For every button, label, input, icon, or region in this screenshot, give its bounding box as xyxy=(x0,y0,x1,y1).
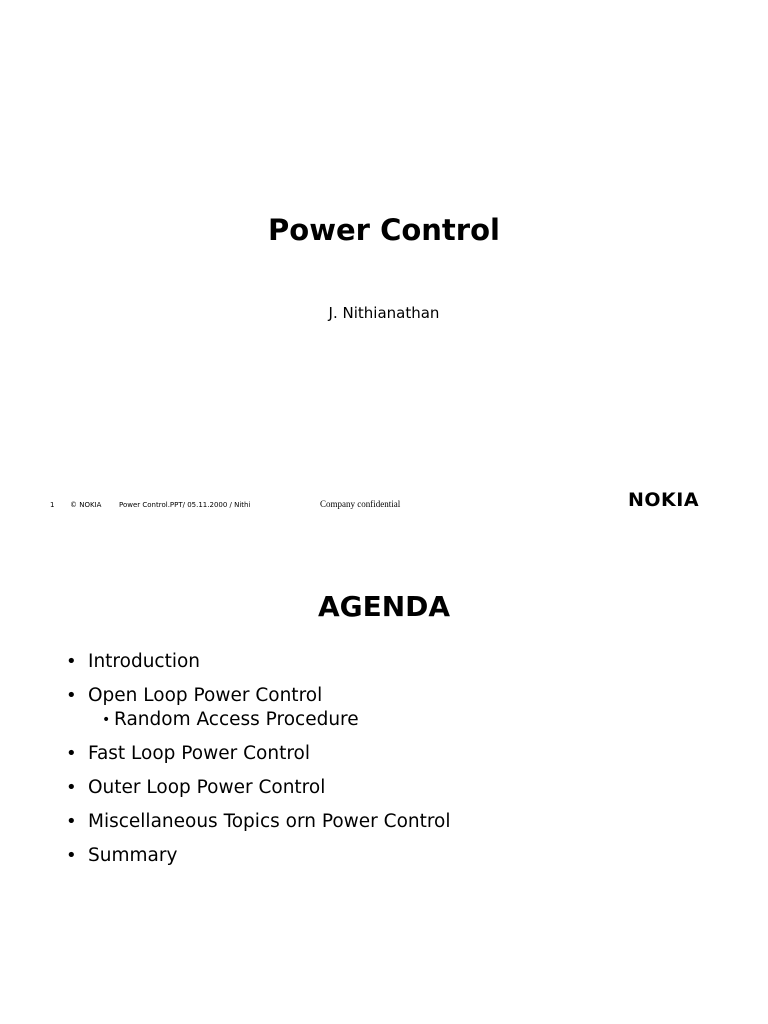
agenda-item-label: Fast Loop Power Control xyxy=(88,743,310,764)
confidential-label: Company confidential xyxy=(320,499,401,509)
bullet-icon: • xyxy=(66,777,77,798)
agenda-item-label: Introduction xyxy=(88,651,201,672)
agenda-item-label: Summary xyxy=(88,845,178,866)
agenda-item-label: Miscellaneous Topics orn Power Control xyxy=(88,811,451,832)
agenda-sublist xyxy=(88,708,746,732)
agenda-item-label: Outer Loop Power Control xyxy=(88,777,326,798)
bullet-icon: • xyxy=(66,651,77,672)
bullet-icon: • xyxy=(66,685,77,706)
file-info: Power Control.PPT/ 05.11.2000 / Nithi xyxy=(119,501,251,509)
agenda-item xyxy=(66,810,746,834)
sub-bullet-icon: • xyxy=(102,712,111,728)
agenda-item xyxy=(66,742,746,766)
agenda-list xyxy=(66,650,746,878)
agenda-item-label: Open Loop Power Control xyxy=(88,685,323,706)
slide-title: Power Control xyxy=(268,213,500,247)
nokia-logo: NOKIA xyxy=(628,489,700,511)
copyright-text: © NOKIA xyxy=(70,501,102,509)
agenda-item xyxy=(66,776,746,800)
bullet-icon: • xyxy=(66,743,77,764)
agenda-item xyxy=(66,650,746,674)
page-number: 1 xyxy=(50,501,55,509)
bullet-icon: • xyxy=(66,811,77,832)
agenda-subitem-label: Random Access Procedure xyxy=(114,709,359,730)
agenda-subitem xyxy=(102,708,746,732)
agenda-title: AGENDA xyxy=(317,590,451,623)
agenda-item xyxy=(66,844,746,868)
bullet-icon: • xyxy=(66,845,77,866)
agenda-item xyxy=(66,684,746,732)
slide-author: J. Nithianathan xyxy=(328,304,440,322)
